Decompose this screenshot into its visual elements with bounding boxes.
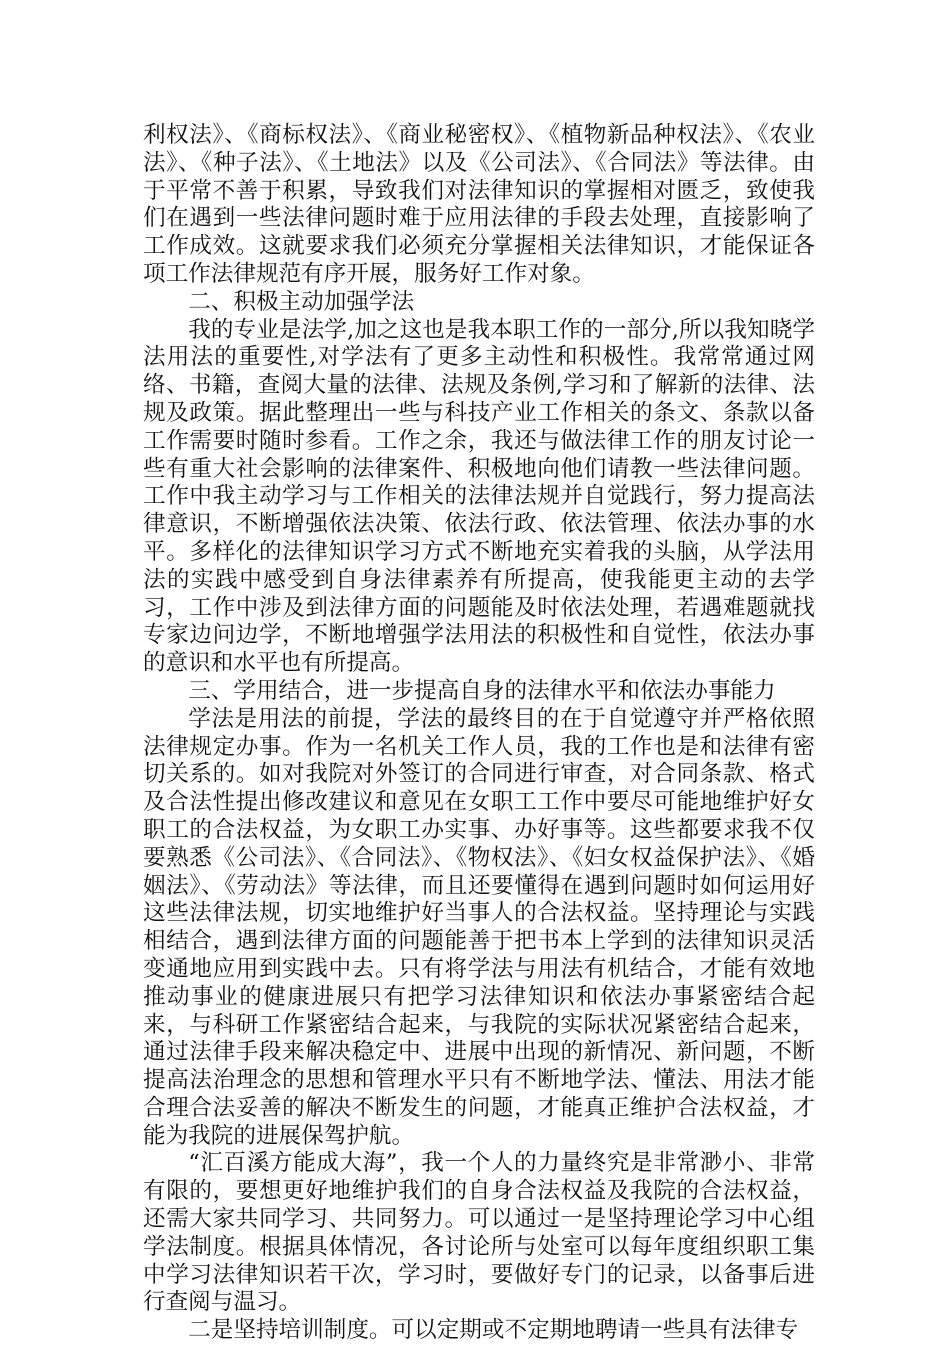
paragraph-continuation: 利权法》、《商标权法》、《商业秘密权》、《植物新品种权法》、《农业法》、《种子法》、《土地法》以及《公司法》、《合同法》等法律。由于平常不善于积累，导致我们对法律知识的掌握相对匮乏，致使我们在遇到一些法律问题时难于应用法律的手段去处理，直接影响了工作成效。这就要求我们必须充分掌握相关法律知识，才能保证各项工作法律规范有序开展，服务好工作对象。 xyxy=(143,122,815,287)
section-heading-2: 二、积极主动加强学法 xyxy=(188,288,415,315)
paragraph-body: “汇百溪方能成大海”，我一个人的力量终究是非常渺小、非常有限的，要想更好地维护我们的自身合法权益及我院的合法权益，还需大家共同学习、共同努力。可以通过一是坚持理论学习中心组学法制度。根据具体情况，各讨论所与处室可以每年度组织职工集中学习法律知识若干次，学习时，要做好专门的记录，以备事后进行查阅与温习。 xyxy=(143,1150,815,1316)
paragraph-body: 二是坚持培训制度。可以定期或不定期地聘请一些具有法律专 xyxy=(188,1317,799,1344)
document-body xyxy=(143,122,815,1345)
paragraph-body: 我的专业是法学,加之这也是我本职工作的一部分,所以我知晓学法用法的重要性,对学法有了更多主动性和积极性。我常常通过网络、书籍，查阅大量的法律、法规及条例,学习和了解新的法律、法规及政策。据此整理出一些与科技产业工作相关的条文、条款以备工作需要时随时参看。工作之余，我还与做法律工作的朋友讨论一些有重大社会影响的法律案件、积极地向他们请教一些法律问题。工作中我主动学习与工作相关的法律法规并自觉践行，努力提高法律意识，不断增强依法决策、依法行政、依法管理、依法办事的水平。多样化的法律知识学习方式不断地充实着我的头脑，从学法用法的实践中感受到自身法律素养有所提高，使我能更主动的去学习，工作中涉及到法律方面的问题能及时依法处理，若遇难题就找专家边问边学，不断地增强学法用法的积极性和自觉性，依法办事的意识和水平也有所提高。 xyxy=(143,316,815,677)
section-heading-3: 三、学用结合，进一步提高自身的法律水平和依法办事能力 xyxy=(188,677,776,704)
paragraph-body: 学法是用法的前提，学法的最终目的在于自觉遵守并严格依照法律规定办事。作为一名机关工作人员，我的工作也是和法律有密切关系的。如对我院对外签订的合同进行审查，对合同条款、格式及合法性提出修改建议和意见在女职工工作中要尽可能地维护好女职工的合法权益，为女职工办实事、办好事等。这些都要求我不仅要熟悉《公司法》、《合同法》、《物权法》、《妇女权益保护法》、《婚姻法》、《劳动法》等法律，而且还要懂得在遇到问题时如何运用好这些法律法规，切实地维护好当事人的合法权益。坚持理论与实践相结合，遇到法律方面的问题能善于把书本上学到的法律知识灵活变通地应用到实践中去。只有将学法与用法有机结合，才能有效地推动事业的健康进展只有把学习法律知识和依法办事紧密结合起来，与科研工作紧密结合起来，与我院的实际状况紧密结合起来，通过法律手段来解决稳定中、进展中出现的新情况、新问题，不断提高法治理念的思想和管理水平只有不断地学法、懂法、用法才能合理合法妥善的解决不断发生的问题，才能真正维护合法权益，才能为我院的进展保驾护航。 xyxy=(143,705,815,1149)
